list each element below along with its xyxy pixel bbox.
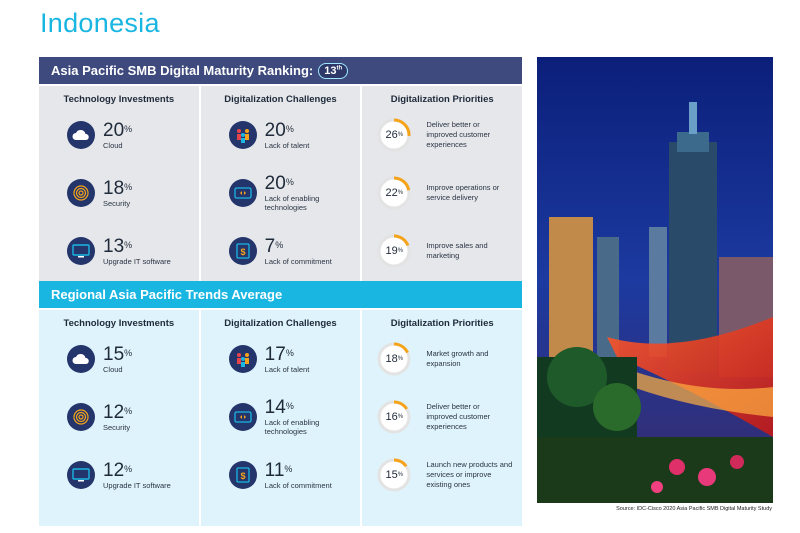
- stat-value: 7%: [264, 235, 284, 257]
- stat-item: [201, 452, 361, 498]
- stat-value: 13%: [103, 235, 133, 257]
- stat-item: [39, 394, 199, 440]
- priority-label: Launch new products and services or improve existing ones: [426, 460, 513, 489]
- column-digitalization-challenges: [201, 310, 361, 526]
- section-columns: [39, 86, 522, 302]
- section-title: Asia Pacific SMB Digital Maturity Ranking:: [51, 63, 314, 78]
- stat-item: [39, 112, 199, 158]
- stat-item: [39, 452, 199, 498]
- ring-value: 19 %: [385, 245, 404, 257]
- ring-value: 26 %: [385, 129, 404, 141]
- people-icon: [229, 345, 257, 373]
- column-digitalization-priorities: [362, 310, 522, 526]
- stat-label: Security: [103, 422, 131, 432]
- section-header: [39, 281, 522, 308]
- stat-value: 12%: [103, 401, 133, 423]
- stat-item: [201, 394, 361, 440]
- priority-item: [362, 170, 522, 216]
- device-icon: [229, 403, 257, 431]
- priority-label: Deliver better or improved customer experiences: [426, 402, 491, 431]
- priority-label: Improve sales and marketing: [426, 241, 488, 260]
- ring-value: 18 %: [385, 353, 404, 365]
- priority-item: [362, 112, 522, 158]
- svg-text:$: $: [240, 247, 246, 257]
- ring-value: 15 %: [385, 469, 404, 481]
- monitor-icon: [67, 237, 95, 265]
- percent-ring: [376, 457, 412, 493]
- column-title: Technology Investments: [63, 318, 175, 329]
- stat-item: [201, 112, 361, 158]
- column-title: Digitalization Challenges: [224, 94, 337, 105]
- column-digitalization-challenges: [201, 86, 361, 302]
- document-dollar-icon: [229, 461, 257, 489]
- ring-value: 16 %: [385, 411, 404, 423]
- stat-label: Lack of commitment: [264, 480, 332, 490]
- stat-label: Lack of talent: [264, 364, 310, 374]
- regional-trends-section: [39, 281, 522, 526]
- stat-label: Cloud: [103, 140, 123, 150]
- column-title: Digitalization Priorities: [390, 94, 494, 105]
- stat-label: Security: [103, 198, 131, 208]
- stat-label: Upgrade IT software: [103, 256, 171, 266]
- column-technology-investments: [39, 310, 199, 526]
- stat-value: 18%: [103, 177, 133, 199]
- monitor-icon: [67, 461, 95, 489]
- device-icon: [229, 179, 257, 207]
- source-note: Source: IDC-Cisco 2020 Asia Pacific SMB Digital Maturity Study: [616, 506, 772, 512]
- percent-ring: [376, 175, 412, 211]
- cloud-icon: [67, 121, 95, 149]
- cloud-icon: [67, 345, 95, 373]
- section-title: Regional Asia Pacific Trends Average: [51, 287, 283, 302]
- section-columns: [39, 310, 522, 526]
- ring-value: 22 %: [385, 187, 404, 199]
- stat-item: [39, 170, 199, 216]
- stat-label: Lack of talent: [264, 140, 310, 150]
- priority-item: [362, 228, 522, 274]
- stat-label: Cloud: [103, 364, 123, 374]
- percent-ring: [376, 117, 412, 153]
- column-title: Digitalization Challenges: [224, 318, 337, 329]
- stat-value: 14%: [264, 397, 294, 418]
- stat-label: Lack of commitment: [264, 256, 332, 266]
- stat-value: 15%: [103, 343, 133, 365]
- rank-badge: 13th: [318, 63, 348, 79]
- percent-ring: [376, 233, 412, 269]
- stat-value: 20%: [264, 119, 294, 141]
- stat-value: 20%: [264, 173, 294, 194]
- priority-item: [362, 394, 522, 440]
- percent-ring: [376, 399, 412, 435]
- priority-item: [362, 452, 522, 498]
- stat-value: 12%: [103, 459, 133, 481]
- stat-value: 11%: [264, 459, 293, 481]
- country-ranking-section: [39, 57, 522, 302]
- priority-item: [362, 336, 522, 382]
- priority-label: Market growth and expansion: [426, 349, 489, 368]
- stat-item: [39, 228, 199, 274]
- stat-item: [201, 170, 361, 216]
- stat-label: Lack of enabling technologies: [264, 418, 320, 436]
- column-title: Technology Investments: [63, 94, 175, 105]
- column-title: Digitalization Priorities: [390, 318, 494, 329]
- priority-label: Deliver better or improved customer experiences: [426, 120, 491, 149]
- stat-value: 17%: [264, 343, 294, 365]
- stat-item: [201, 336, 361, 382]
- people-icon: [229, 121, 257, 149]
- stat-label: Lack of enabling technologies: [264, 194, 320, 212]
- stat-value: 20%: [103, 119, 133, 141]
- document-dollar-icon: [229, 237, 257, 265]
- section-header: [39, 57, 522, 84]
- stat-item: [201, 228, 361, 274]
- priority-label: Improve operations or service delivery: [426, 183, 500, 202]
- column-technology-investments: [39, 86, 199, 302]
- svg-text:$: $: [240, 471, 246, 481]
- page-title: Indonesia: [40, 8, 160, 38]
- stat-label: Upgrade IT software: [103, 480, 171, 490]
- fingerprint-icon: [67, 403, 95, 431]
- column-digitalization-priorities: [362, 86, 522, 302]
- stat-item: [39, 336, 199, 382]
- percent-ring: [376, 341, 412, 377]
- jakarta-city-photo: [537, 57, 773, 503]
- fingerprint-icon: [67, 179, 95, 207]
